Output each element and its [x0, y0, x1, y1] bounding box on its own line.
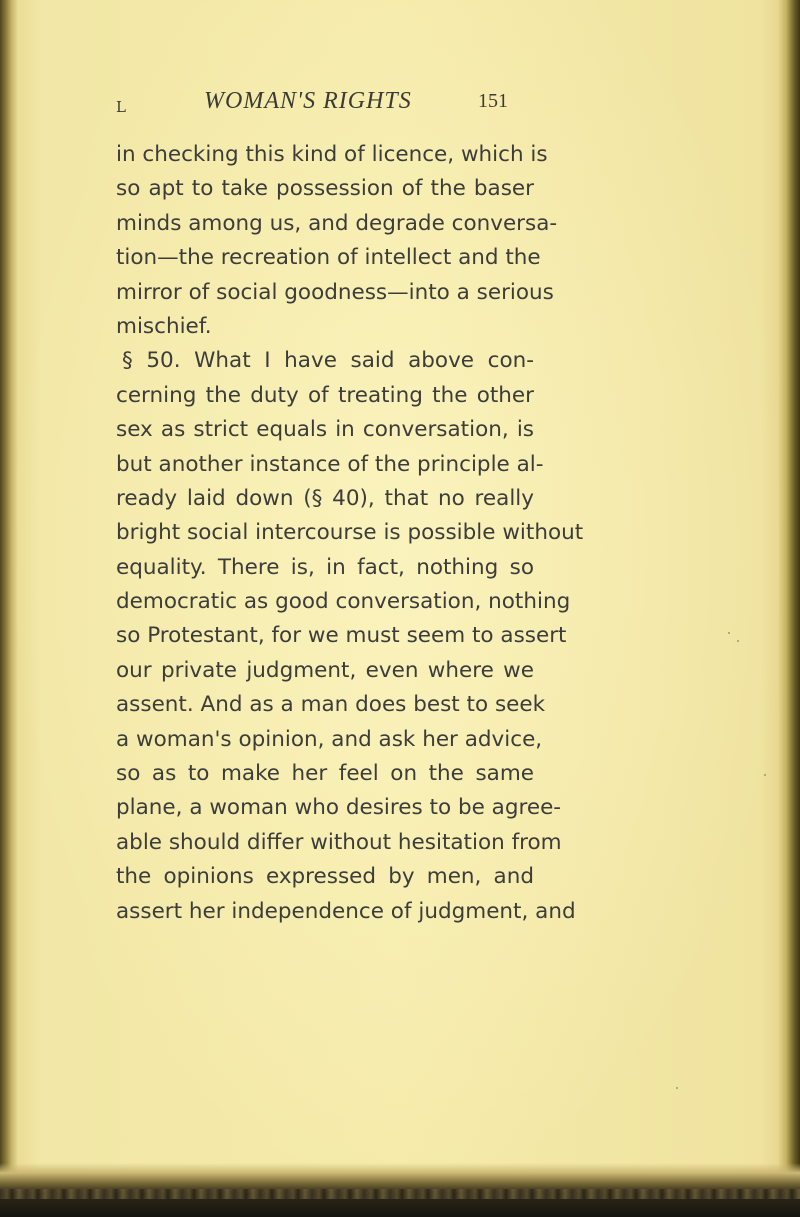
text-line: bright social intercourse is possible without: [116, 520, 584, 546]
text-line: so apt to take possession of the baser: [116, 176, 534, 202]
text-line: tion—the recreation of intellect and the: [116, 245, 541, 271]
text-line: assent. And as a man does best to seek: [116, 692, 546, 718]
paper-speck: [728, 632, 730, 634]
text-line: minds among us, and degrade conversa-: [116, 210, 558, 236]
paper-speck: [676, 1087, 678, 1089]
text-line: our private judgment, even where we: [116, 657, 534, 683]
paper-speck: [764, 774, 766, 776]
text-line: mischief.: [116, 313, 212, 339]
text-line: able should differ without hesitation from: [116, 829, 562, 855]
page-right-edge: [778, 0, 800, 1217]
binding-strip: [0, 1163, 800, 1217]
running-head: WOMAN'S RIGHTS: [204, 88, 412, 114]
text-line: sex as strict equals in conversation, is: [116, 417, 534, 443]
page-header: [0, 88, 800, 128]
text-line: assert her independence of judgment, and: [116, 898, 576, 924]
text-line: a woman's opinion, and ask her advice,: [116, 726, 543, 752]
text-line: mirror of social goodness—into a serious: [116, 279, 554, 305]
text-line: in checking this kind of licence, which is: [116, 142, 548, 167]
page-left-edge: [0, 0, 18, 1217]
body-text: [116, 138, 584, 929]
text-line: the opinions expressed by men, and: [116, 864, 534, 890]
text-line: so as to make her feel on the same: [116, 761, 534, 787]
text-line: § 50. What I have said above con-: [122, 348, 534, 374]
text-line: equality. There is, in fact, nothing so: [116, 554, 534, 580]
text-line: plane, a woman who desires to be agree-: [116, 795, 562, 821]
page-number: 151: [478, 90, 508, 112]
text-line: ready laid down (§ 40), that no really: [116, 485, 534, 511]
text-line: cerning the duty of treating the other: [116, 382, 534, 408]
paper-speck: [737, 640, 739, 642]
text-line: democratic as good conversation, nothing: [116, 589, 571, 615]
signature-mark: L: [116, 98, 126, 116]
text-line: but another instance of the principle al-: [116, 451, 544, 477]
text-line: so Protestant, for we must seem to assert: [116, 623, 567, 649]
